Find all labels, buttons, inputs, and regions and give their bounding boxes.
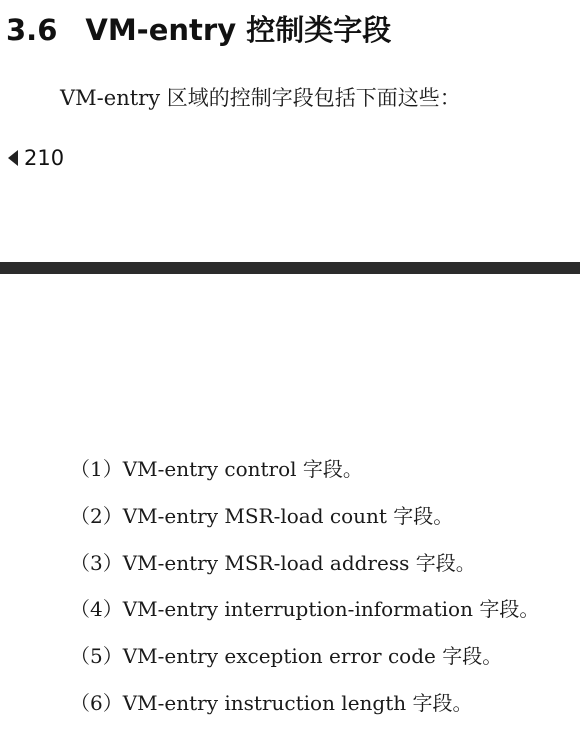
list-item: （5）VM-entry exception error code 字段。 bbox=[70, 644, 503, 669]
list-item: （2）VM-entry MSR-load count 字段。 bbox=[70, 503, 454, 528]
intro-paragraph: VM-entry 区域的控制字段包括下面这些： bbox=[60, 86, 461, 110]
section-number: 3.6 bbox=[6, 13, 58, 47]
list-item: （1）VM-entry control 字段。 bbox=[70, 457, 363, 481]
section-title: VM-entry 控制类字段 bbox=[85, 13, 392, 47]
list-item: （4）VM-entry interruption-information 字段。 bbox=[70, 597, 540, 622]
list-item: （6）VM-entry instruction length 字段。 bbox=[70, 690, 473, 715]
field-list bbox=[70, 455, 539, 733]
page-reference-number: 210 bbox=[24, 146, 65, 170]
page-divider bbox=[0, 262, 580, 274]
list-item: （3）VM-entry MSR-load address 字段。 bbox=[70, 550, 476, 575]
section-heading bbox=[6, 8, 391, 49]
left-triangle-icon bbox=[8, 150, 18, 166]
page-reference bbox=[8, 146, 64, 170]
